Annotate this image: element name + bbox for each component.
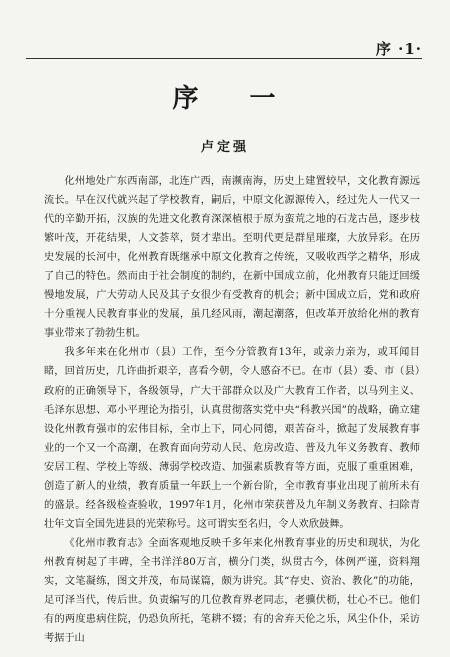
running-head: 序 ·1· xyxy=(375,40,422,58)
author-name: 卢定强 xyxy=(200,140,249,155)
body-text xyxy=(44,172,420,648)
page-title: 序 一 xyxy=(172,84,278,114)
paragraph-3: 《化州市教育志》全面客观地反映千多年来化州教育事业的历史和现状，为化州教育树起了丰碑，全书洋洋80万言，横分门类，纵贯古今，体例严谨，资料翔实，文笔凝练，图文并茂，布局谋篇，颇为讲究。其“存史、资治、教化”的功能，足可泽当代，传后世。负责编写的几位教育界老同志，老骥伏枥，壮心不已。他们有的两度患病住院，仍恐负所托，笔耕不辍；有的舍弃天伦之乐，风尘仆仆，采访考据于山 xyxy=(44,537,420,645)
paragraph-2: 我多年来在化州市（县）工作，至今分管教育13年，或亲力亲为，或耳闻目睹，回首历史，几许曲折艰辛，喜看今朝，令人感奋不已。在市（县）委、市（县）政府的正确领导下，各级领导，广大干部群众以及广大教育工作者，以马列主义、毛泽东思想、邓小平理论为指引，认真贯彻落实党中央“科教兴国”的战略，确立建设化州教育强市的宏伟目标，全市上下，同心同德，艰苦奋斗，掀起了发展教育事业的一个又一个高潮，在教育面向劳动人民、危房改造、普及九年义务教育、教师安居工程、学校上等级、薄弱学校改造、加强素质教育等方面，克服了重重困难，创造了新人的业绩，教育质量一年跃上一个新台阶，全市教育事业出现了前所未有的盛景。经各级检查验收，1997年1月，化州市荣获普及九年制义务教育、扫除青壮年文盲全国先进县的光荣称号。这可谓实至名归，令人欢欣鼓舞。 xyxy=(44,347,420,530)
header-rule xyxy=(26,58,422,59)
paragraph-1: 化州地处广东西南部，北连广西，南濒南海，历史上建置较早，文化教育源远流长。早在汉代就兴起了学校教育，嗣后，中原文化源源传入，经过先人一代又一代的辛勤开拓，汉族的先进文化教育深深植根于原为蛮荒之地的石龙古邑，逐步枝繁叶茂，开花结果，人文荟萃，贤才辈出。至明代更是群星璀璨，大放异彩。在历史发展的长河中，化州教育既继承中原文化教育之传统，又吸收西学之精华，形成了自己的特色。然而由于社会制度的制约，在新中国成立前，化州教育只能迂回缓慢地发展，广大劳动人民及其子女很少有受教育的机会；新中国成立后，党和政府十分重视人民教育事业的发展，虽几经风雨，潮起潮落，但改革开放给化州的教育事业带来了勃勃生机。 xyxy=(44,176,420,340)
